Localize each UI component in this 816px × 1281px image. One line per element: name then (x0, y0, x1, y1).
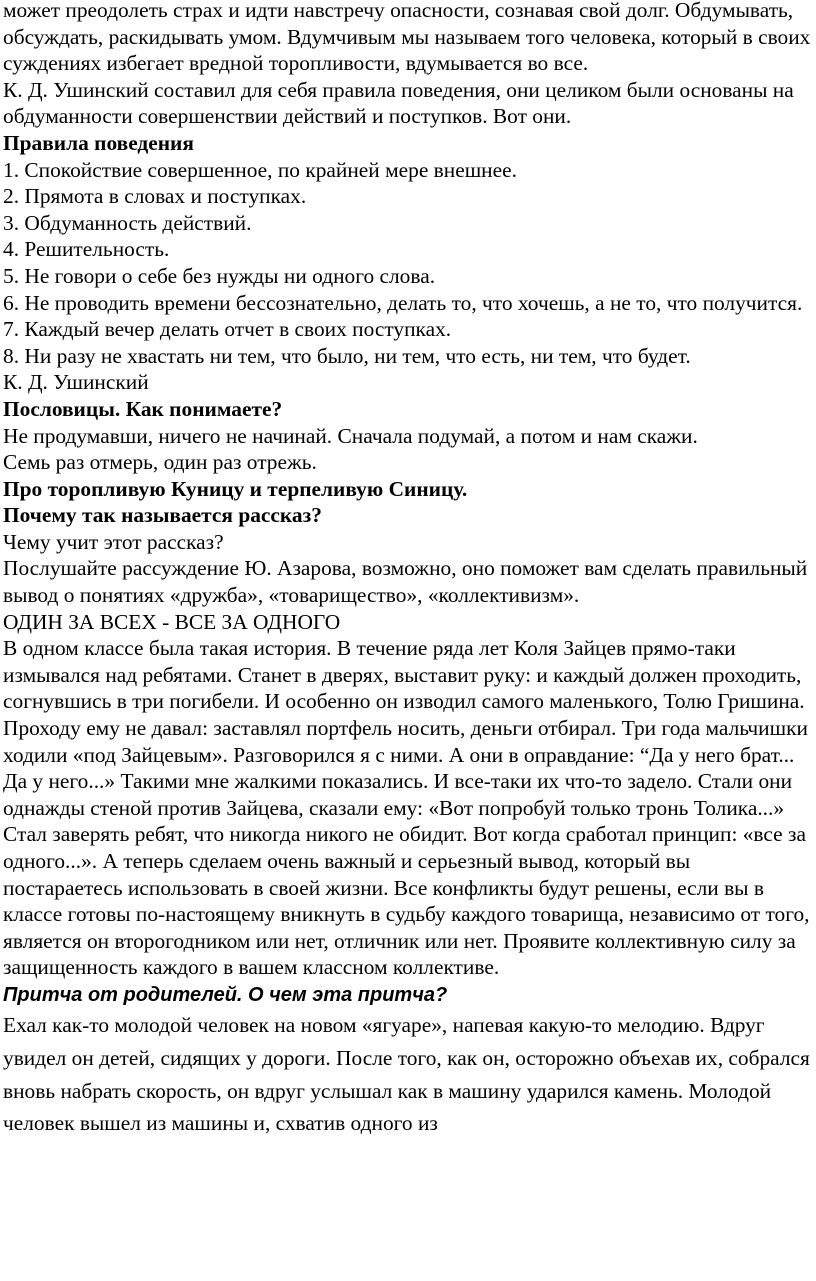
story-title: Про торопливую Куницу и терпеливую Синицу. (3, 476, 468, 501)
intro-paragraph-1: может преодолеть страх и идти навстречу опасности, сознавая свой долг. Обдумывать, обсуждать, раскидывать умом. Вдумчивым мы называем того человека, который в своих суждениях избегает вредной торопливости, вдумывается во все. (3, 0, 811, 76)
rule-item: 8. Ни разу не хвастать ни тем, что было, ни тем, что есть, ни тем, что будет. (3, 343, 691, 368)
rule-item: 3. Обдуманность действий. (3, 210, 252, 235)
rule-item: 5. Не говори о себе без нужды ни одного слова. (3, 263, 436, 288)
document-text (3, 0, 811, 1140)
story-intro: Послушайте рассуждение Ю. Азарова, возможно, оно поможет вам сделать правильный вывод о понятиях «дружба», «товарищество», «коллективизм». (3, 556, 808, 608)
rule-item: 1. Спокойствие совершенное, по крайней мере внешнее. (3, 157, 517, 182)
rules-list (3, 157, 811, 370)
proverb-item: Семь раз отмерь, один раз отрежь. (3, 450, 317, 475)
proverb-item: Не продумавши, ничего не начинай. Сначала подумай, а потом и нам скажи. (3, 423, 698, 448)
parable-body: Ехал как-то молодой человек на новом «ягуаре», напевая какую-то мелодию. Вдруг увидел он детей, сидящих у дороги. После того, как он, осторожно объехав их, собрался вновь набрать скорость, он вдруг услышал как в машину ударился камень. Молодой человек вышел из машины и, схватив одного из (3, 1012, 810, 1136)
story-question-bold: Почему так называется рассказ? (3, 503, 322, 528)
essay-body: В одном классе была такая история. В течение ряда лет Коля Зайцев прямо-таки измывался над ребятами. Станет в дверях, выставит руку: и каждый должен проходить, согнувшись в три погибели. И особенно он изводил самого маленького, Толю Гришина. Проходу ему не давал: заставлял портфель носить, деньги отбирал. Три года мальчишки ходили «под Зайцевым». Разговорился я с ними. А они в оправдание: “Да у него брат... Да у него...» Такими мне жалкими показались. И все-таки их что-то задело. Стали они однажды стеной против Зайцева, сказали ему: «Вот попробуй только тронь Толика...» Стал заверять ребят, что никогда никого не обидит. Вот когда сработал принцип: «все за одного...». А теперь сделаем очень важный и серьезный вывод, который вы постараетесь использовать в своей жизни. Все конфликты будут решены, если вы в классе готовы по-настоящему вникнуть в судьбу каждого товарища, независимо от того, является он второгодником или нет, отличник или нет. Проявите коллективную силу за защищенность каждого в вашем классном коллективе. (3, 636, 810, 980)
parable-heading: Притча от родителей. О чем эта притча? (3, 983, 448, 1006)
rule-item: 4. Решительность. (3, 237, 170, 262)
essay-title: ОДИН ЗА ВСЕХ - ВСЕ ЗА ОДНОГО (3, 609, 341, 634)
rule-item: 7. Каждый вечер делать отчет в своих поступках. (3, 317, 452, 342)
rule-item: 6. Не проводить времени бессознательно, делать то, что хочешь, а не то, что получится. (3, 290, 803, 315)
story-question: Чему учит этот рассказ? (3, 529, 224, 554)
proverbs-heading: Пословицы. Как понимаете? (3, 396, 283, 421)
rule-item: 2. Прямота в словах и поступках. (3, 184, 307, 209)
rules-author: К. Д. Ушинский (3, 370, 149, 395)
rules-heading: Правила поведения (3, 130, 194, 155)
intro-paragraph-2: К. Д. Ушинский составил для себя правила поведения, они целиком были основаны на обдуманности совершенствии действий и поступков. Вот они. (3, 77, 794, 129)
